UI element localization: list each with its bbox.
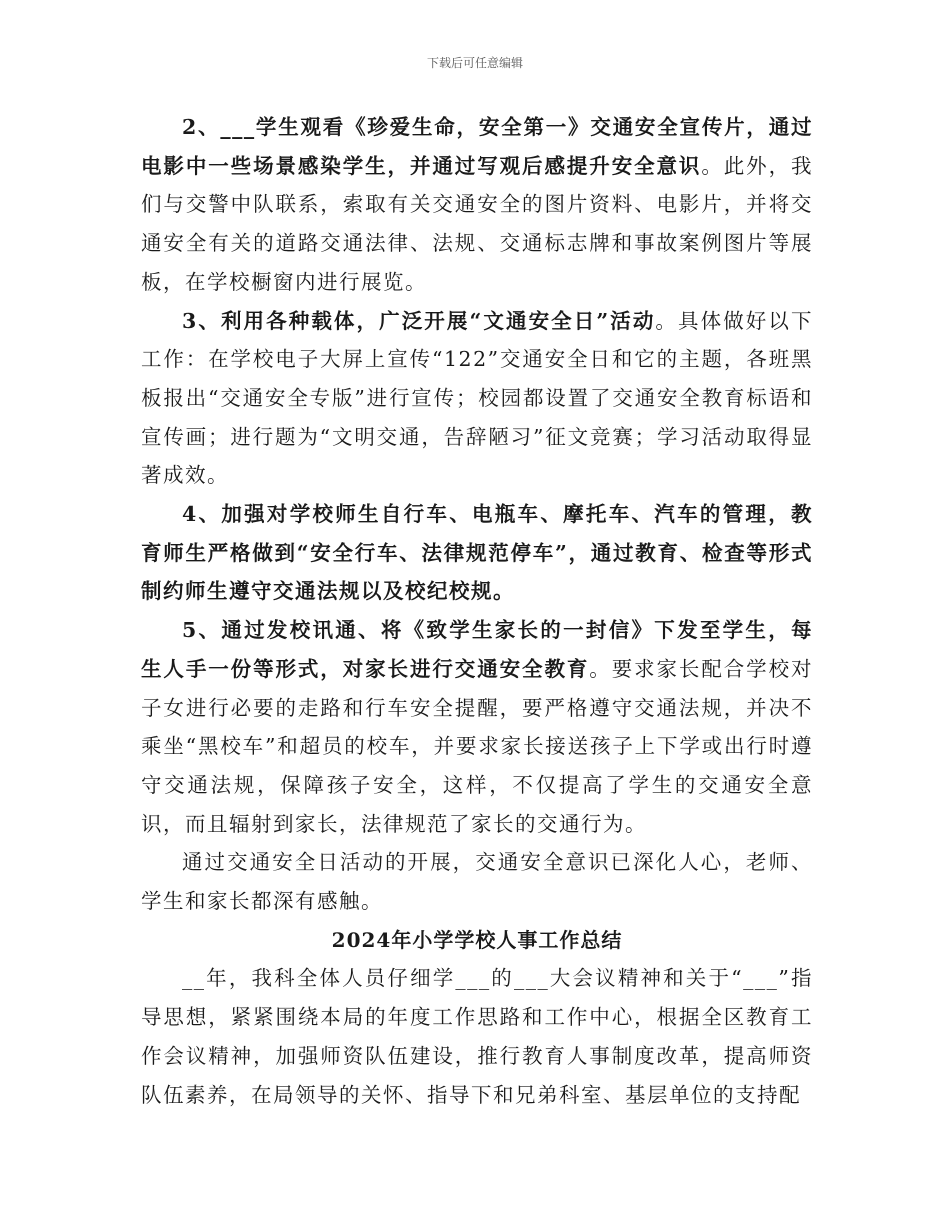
section-title: 2024年小学学校人事工作总结 [331,927,623,952]
paragraph-bold-lead: 5、通过发校讯通、将《致学生家长的一封信》下发至学生，每生人手一份等形式，对家长进行交通安全教育 [141,618,813,681]
paragraph-text: 。要求家长配合学校对子女进行必要的走路和行车安全提醒，要严格遵守交通法规，并决不乘坐“黑校车”和超员的校车，并要求家长接送孩子上下学或出行时遵守交通法规，保障孩子安全，这样，不仅提高了学生的交通安全意识，而且辐射到家长，法律规范了家长的交通行为。 [141,656,814,836]
paragraph-text: 。此外，我们与交警中队联系，索取有关交通安全的图片资料、电影片，并将交通安全有关的道路交通法律、法规、交通标志牌和事故案例图片等展板，在学校橱窗内进行展览。 [141,153,813,294]
document-body [141,108,813,1114]
paragraph-text: 通过交通安全日活动的开展，交通安全意识已深化人心，老师、学生和家长都深有感触。 [141,850,813,914]
page-header: 下载后可任意编辑 [426,56,523,70]
paragraph-summary-intro: __年，我科全体人员仔细学___的___大会议精神和关于“___”指导思想，紧紧围绕本局的年度工作思路和工作中心，根据全区教育工作会议精神，加强师资队伍建设，推行教育人事制度改革，提高师资队伍素养，在局领导的关怀、指导下和兄弟科室、基层单位的支持配 [141,966,813,1107]
paragraph-item-4 [141,495,813,611]
paragraph-item-3 [141,302,813,496]
paragraph-conclusion [141,843,813,920]
paragraph-bold-lead: 4、加强对学校师生自行车、电瓶车、摩托车、汽车的管理，教育师生严格做到“安全行车、法律规范停车”，通过教育、检查等形式制约师生遵守交通法规以及校纪校规。 [141,502,813,604]
paragraph-text: 。具体做好以下工作：在学校电子大屏上宣传“122”交通安全日和它的主题，各班黑板报出“交通安全专版”进行宣传；校园都设置了交通安全教育标语和宣传画；进行题为“文明交通，告辞陋习”征文竞赛；学习活动取得显著成效。 [141,308,813,488]
paragraph-bold-lead: 2、___学生观看《珍爱生命，安全第一》交通安全宣传片，通过电影中一些场景感染学生，并通过写观后感提升安全意识 [141,115,813,178]
paragraph-bold-lead: 3、利用各种载体，广泛开展“文通安全日”活动 [182,308,656,333]
paragraph-item-5 [141,611,813,843]
paragraph-item-2 [141,108,813,302]
